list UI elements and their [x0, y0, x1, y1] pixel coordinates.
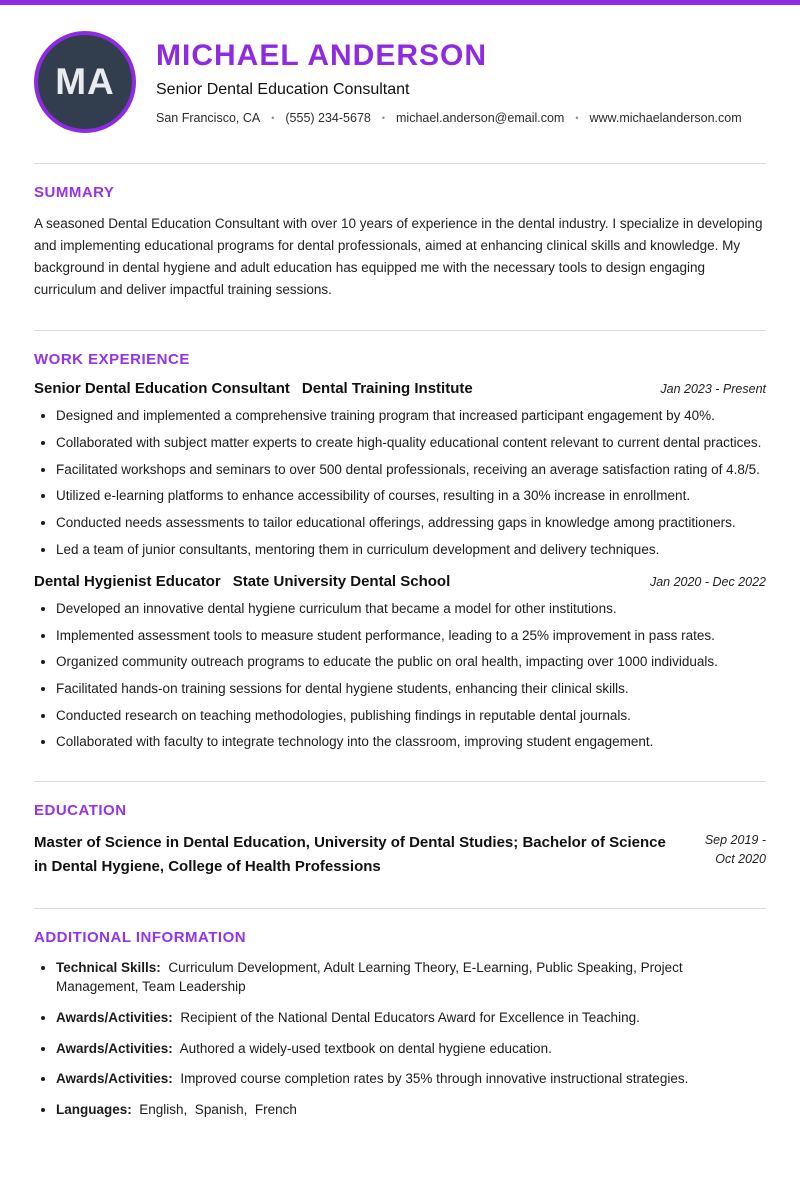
- education-entry: [34, 831, 766, 878]
- additional-info-label: Technical Skills:: [56, 959, 161, 975]
- job-bullet-list: [34, 406, 766, 558]
- job-header: [34, 380, 766, 397]
- section-summary: [34, 163, 766, 300]
- job-bullet: • Led a team of junior consultants, mentoring them in curriculum development and delivery techniques.: [56, 540, 766, 559]
- contact-location: San Francisco, CA: [156, 111, 261, 125]
- job-company: Dental Training Institute: [301, 380, 473, 398]
- job-entry: [34, 380, 766, 558]
- contact-separator: •: [381, 113, 386, 123]
- additional-info-label: Languages:: [56, 1101, 132, 1117]
- person-title: Senior Dental Education Consultant: [156, 81, 410, 98]
- section-additional-information: [34, 908, 766, 1119]
- job-title: Dental Hygienist Educator: [34, 572, 221, 590]
- job-title-line: [34, 380, 473, 397]
- additional-info-list: [34, 958, 766, 1119]
- contact-separator: •: [271, 113, 275, 123]
- job-bullet: • Designed and implemented a comprehensive training program that increased participant engagement by 40%.: [56, 406, 766, 425]
- job-header: [34, 573, 766, 590]
- education-dates: Sep 2019 - Oct 2020: [704, 833, 766, 867]
- additional-info-item: [56, 1008, 766, 1028]
- avatar-initials: MA: [55, 61, 115, 102]
- additional-info-label: Awards/Activities:: [56, 1040, 173, 1056]
- resume-header: [34, 5, 766, 133]
- additional-info-item: [56, 1100, 766, 1120]
- work-experience-heading: WORK EXPERIENCE: [34, 351, 190, 369]
- person-name: MICHAEL ANDERSON: [156, 39, 488, 72]
- additional-info-text: Improved course completion rates by 35% through innovative instructional strategies.: [176, 1071, 689, 1087]
- job-bullet: • Facilitated hands-on training sessions for dental hygiene students, enhancing their clinical skills.: [56, 679, 766, 698]
- additional-info-label: Awards/Activities:: [56, 1009, 173, 1025]
- job-title-line: [34, 573, 450, 590]
- additional-info-item: [56, 1039, 766, 1059]
- job-bullet: • Utilized e-learning platforms to enhance accessibility of courses, resulting in a 30% increase in enrollment.: [56, 486, 766, 505]
- job-entry: [34, 573, 766, 751]
- resume-page: [0, 5, 800, 1178]
- header-text: [156, 39, 766, 125]
- summary-heading: SUMMARY: [34, 184, 115, 201]
- job-bullet-list: [34, 599, 766, 751]
- contact-phone[interactable]: (555) 234-5678: [285, 111, 371, 125]
- contact-email[interactable]: michael.anderson@email.com: [396, 111, 565, 125]
- additional-info-text: Recipient of the National Dental Educators Award for Excellence in Teaching.: [176, 1009, 640, 1025]
- summary-text: A seasoned Dental Education Consultant with over 10 years of experience in the dental industry. I specialize in developing and implementing educational programs for dental professionals, aimed at enhancing clinical skills and knowledge. My background in dental hygiene and adult education has equipped me with the necessary tools to design engaging curriculum and deliver impactful training sessions.: [34, 216, 763, 297]
- job-bullet: • Collaborated with faculty to integrate technology into the classroom, improving student engagement.: [56, 732, 766, 751]
- job-dates: Jan 2020 - Dec 2022: [649, 574, 766, 589]
- education-heading: EDUCATION: [34, 802, 127, 820]
- education-degree: Master of Science in Dental Education, University of Dental Studies; Bachelor of Science in Dental Hygiene, College of Health Professions: [34, 834, 666, 875]
- additional-info-item: [56, 1069, 766, 1089]
- avatar: [34, 31, 136, 133]
- job-bullet: • Facilitated workshops and seminars to over 500 dental professionals, receiving an average satisfaction rating of 4.8/5.: [56, 460, 766, 479]
- additional-info-text: Authored a widely-used textbook on dental hygiene education.: [176, 1040, 552, 1056]
- section-education: [34, 781, 766, 878]
- section-work-experience: [34, 330, 766, 751]
- job-bullet: • Conducted research on teaching methodologies, publishing findings in reputable dental journals.: [56, 706, 766, 725]
- job-bullet: • Conducted needs assessments to tailor educational offerings, addressing gaps in knowledge among practitioners.: [56, 513, 766, 532]
- job-title: Senior Dental Education Consultant: [34, 380, 290, 398]
- job-bullet: • Developed an innovative dental hygiene curriculum that became a model for other institutions.: [56, 599, 766, 618]
- job-bullet: • Collaborated with subject matter experts to create high-quality educational content relevant to current dental practices.: [56, 433, 766, 452]
- job-bullet: • Implemented assessment tools to measure student performance, leading to a 25% improvement in pass rates.: [56, 626, 766, 645]
- contact-separator: •: [575, 113, 579, 123]
- contact-row: [156, 111, 766, 125]
- additional-info-label: Awards/Activities:: [56, 1071, 173, 1087]
- additional-information-heading: ADDITIONAL INFORMATION: [34, 928, 247, 946]
- job-company: State University Dental School: [232, 572, 451, 590]
- additional-info-item: [56, 958, 766, 997]
- additional-info-text: Curriculum Development, Adult Learning Theory, E-Learning, Public Speaking, Project Management, Team Leadership: [56, 959, 687, 995]
- contact-website[interactable]: www.michaelanderson.com: [589, 111, 742, 125]
- additional-info-text: English, Spanish, French: [135, 1101, 297, 1117]
- job-dates: Jan 2023 - Present: [660, 382, 766, 397]
- job-bullet: • Organized community outreach programs to educate the public on oral health, impacting over 1000 individuals.: [56, 652, 766, 671]
